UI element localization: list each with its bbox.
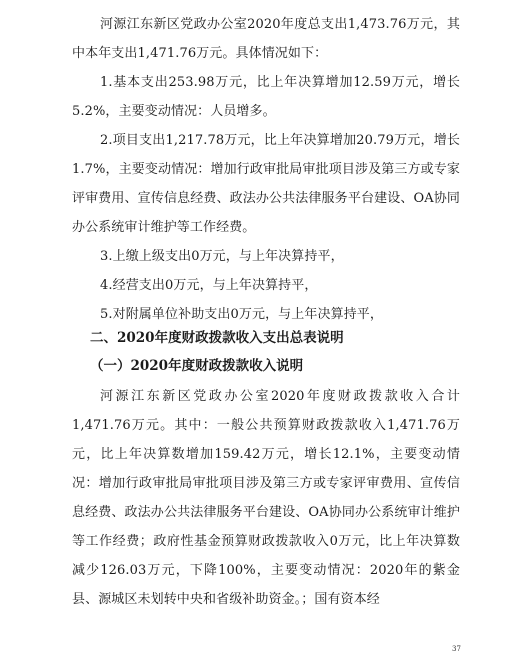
paragraph-operating-expenditure: 4.经营支出0万元，与上年决算持平， [100, 278, 318, 293]
subsection-heading: （一）2020年度财政拨款收入说明 [90, 358, 304, 374]
paragraph-fiscal-income: 河源江东新区党政办公室2020年度财政拨款收入合计1,471.76万元。其中：一般公共预算财政拨款收入1,471.76万元，比上年决算数增加159.42万元，增长12.1%，主要变动情况：增加行政审批局审批项目涉及第三方或专家评审费用、宣传信息经费、政法办公共法律服务平台建设、OA协同办公系统审计维护等工作经费；政府性基金预算财政拨款收入0万元，比上年决算数减少126.03万元，下降100%，主要变动情况：2020年的紫金县、源城区未划转中央和省级补助资金。；国有资本经 [72, 389, 460, 607]
paragraph-subsidiary-subsidy: 5.对附属单位补助支出0万元，与上年决算持平， [100, 307, 383, 322]
paragraph-project-expenditure: 2.项目支出1,217.78万元，比上年决算增加20.79万元，增长1.7%，主要变动情况：增加行政审批局审批项目涉及第三方或专家评审费用、宣传信息经费、政法办公共法律服务平台建设、OA协同办公系统审计维护等工作经费。 [72, 133, 460, 235]
paragraph-basic-expenditure: 1.基本支出253.98万元，比上年决算增加12.59万元，增长5.2%，主要变动情况：人员增多。 [72, 75, 460, 119]
paragraph-total-expenditure: 河源江东新区党政办公室2020年度总支出1,473.76万元，其中本年支出1,471.76万元。具体情况如下： [72, 17, 460, 61]
page-number: 37 [452, 645, 461, 653]
section-heading: 二、2020年度财政拨款收入支出总表说明 [90, 330, 344, 346]
paragraph-upper-level-expenditure: 3.上缴上级支出0万元，与上年决算持平， [100, 249, 344, 264]
